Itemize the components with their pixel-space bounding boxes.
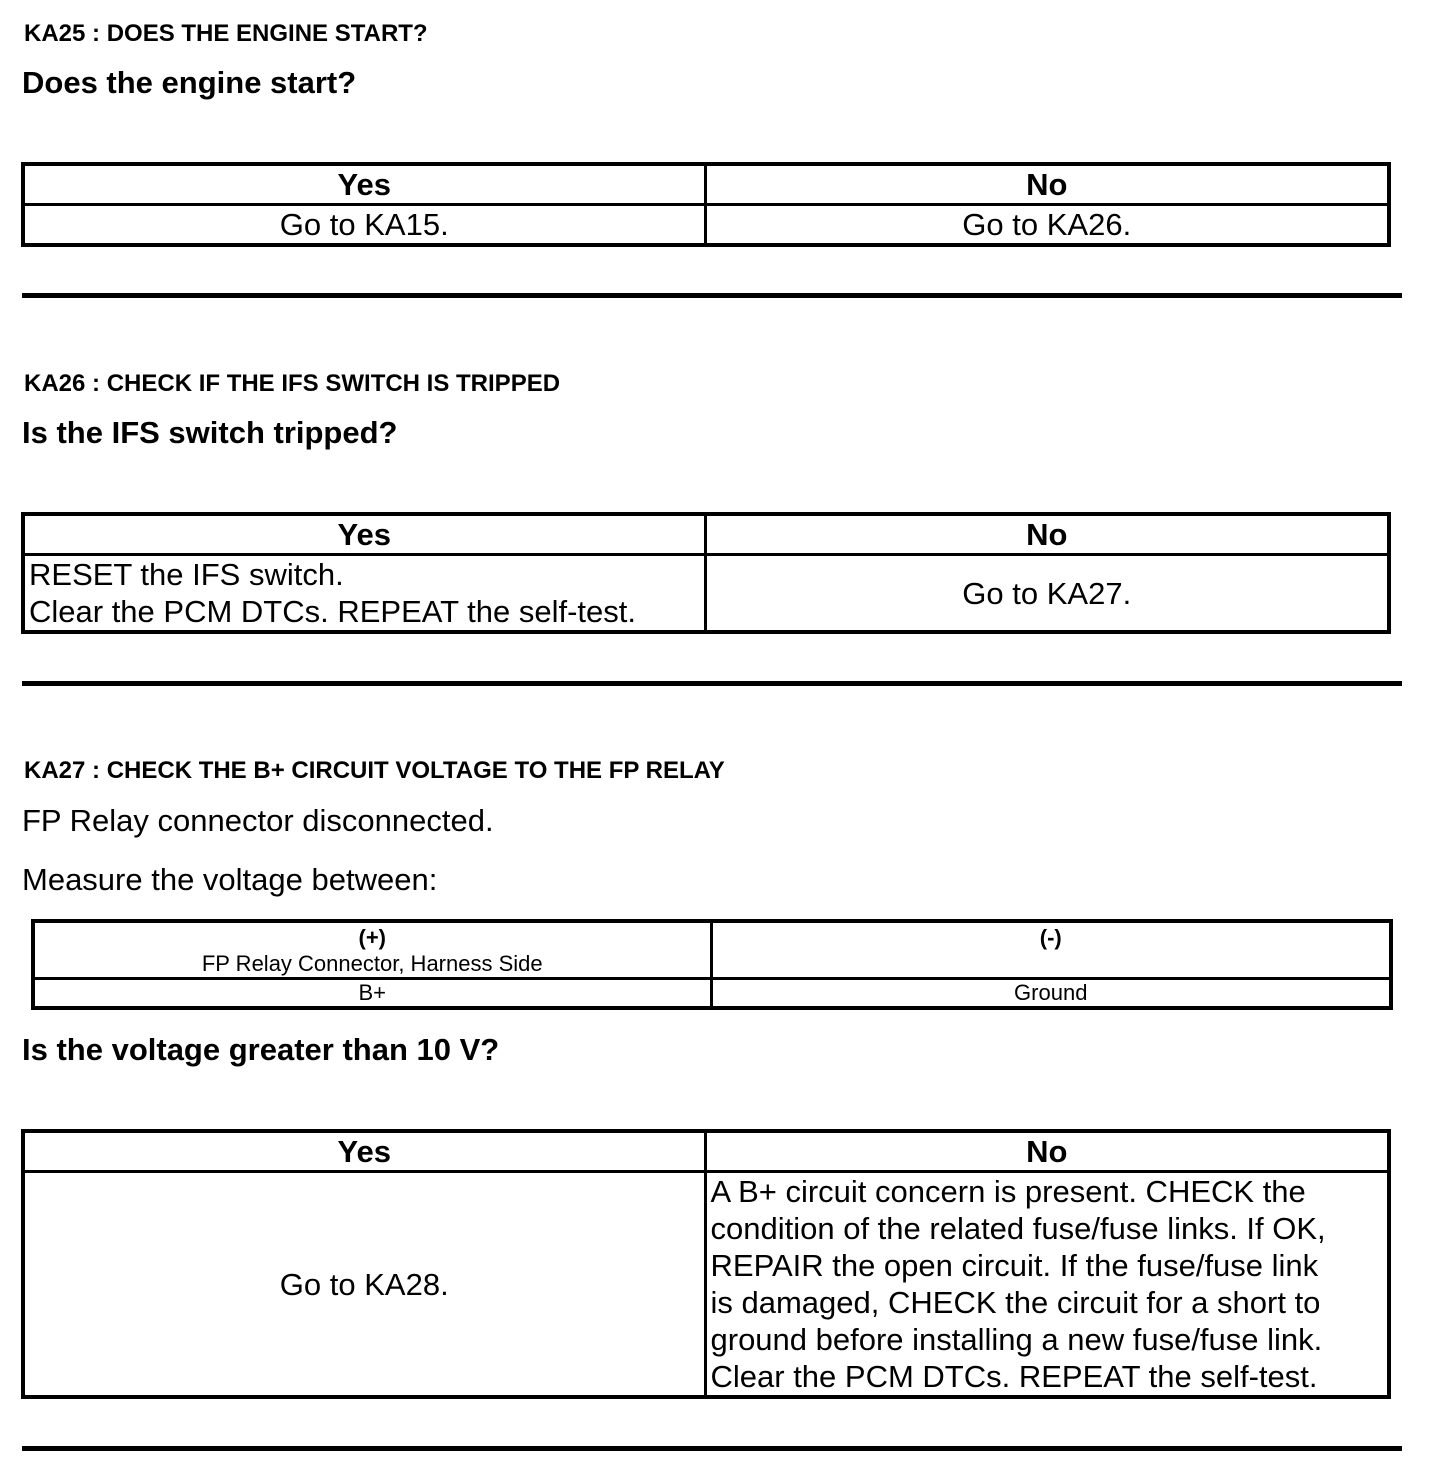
instruction-text: Measure the voltage between: — [22, 862, 438, 897]
answer-table-ka25 — [21, 162, 1391, 247]
no-header: No — [705, 1131, 1389, 1172]
positive-label: (+) — [358, 925, 386, 950]
step-title-ka25: KA25 : DOES THE ENGINE START? — [24, 20, 428, 47]
question-ka25: Does the engine start? — [22, 65, 357, 100]
negative-probe-header: (-) — [711, 921, 1391, 979]
yes-header: Yes — [23, 1131, 705, 1172]
answer-table-ka26 — [21, 512, 1391, 634]
no-action-line: REPAIR the open circuit. If the fuse/fuse link — [710, 1248, 1319, 1283]
section-divider — [22, 681, 1402, 686]
no-action-line: condition of the related fuse/fuse links. If OK, — [710, 1211, 1326, 1246]
positive-probe-header — [33, 921, 711, 979]
positive-location: FP Relay Connector, Harness Side — [201, 951, 543, 976]
no-action-line: is damaged, CHECK the circuit for a short to — [710, 1285, 1321, 1320]
no-action-line: ground before installing a new fuse/fuse link. — [710, 1322, 1323, 1357]
question-ka26: Is the IFS switch tripped? — [22, 415, 398, 450]
no-header: No — [705, 164, 1389, 205]
yes-action-link[interactable]: Go to KA15. — [23, 205, 705, 246]
section-divider — [22, 1446, 1402, 1451]
measurement-table — [31, 919, 1393, 1010]
yes-action — [23, 555, 705, 633]
step-title-ka26: KA26 : CHECK IF THE IFS SWITCH IS TRIPPED — [24, 370, 561, 397]
no-action-link[interactable]: Go to KA26. — [705, 205, 1389, 246]
no-action-line: Clear the PCM DTCs. REPEAT the self-test. — [710, 1359, 1318, 1394]
answer-table-ka27 — [21, 1129, 1391, 1399]
yes-action-line: RESET the IFS switch. — [29, 557, 344, 592]
no-action-link[interactable]: Go to KA27. — [705, 555, 1389, 633]
step-title-ka27: KA27 : CHECK THE B+ CIRCUIT VOLTAGE TO THE FP RELAY — [24, 757, 725, 784]
no-action-line: A B+ circuit concern is present. CHECK the — [710, 1174, 1306, 1209]
no-header: No — [705, 514, 1389, 555]
yes-action-link[interactable]: Go to KA28. — [23, 1172, 705, 1398]
question-ka27: Is the voltage greater than 10 V? — [22, 1032, 500, 1067]
negative-probe-value: Ground — [711, 979, 1391, 1009]
yes-header: Yes — [23, 514, 705, 555]
yes-header: Yes — [23, 164, 705, 205]
no-action — [705, 1172, 1389, 1398]
section-divider — [22, 293, 1402, 298]
positive-probe-value: B+ — [33, 979, 711, 1009]
yes-action-line: Clear the PCM DTCs. REPEAT the self-test. — [29, 594, 636, 629]
instruction-text: FP Relay connector disconnected. — [22, 803, 494, 838]
